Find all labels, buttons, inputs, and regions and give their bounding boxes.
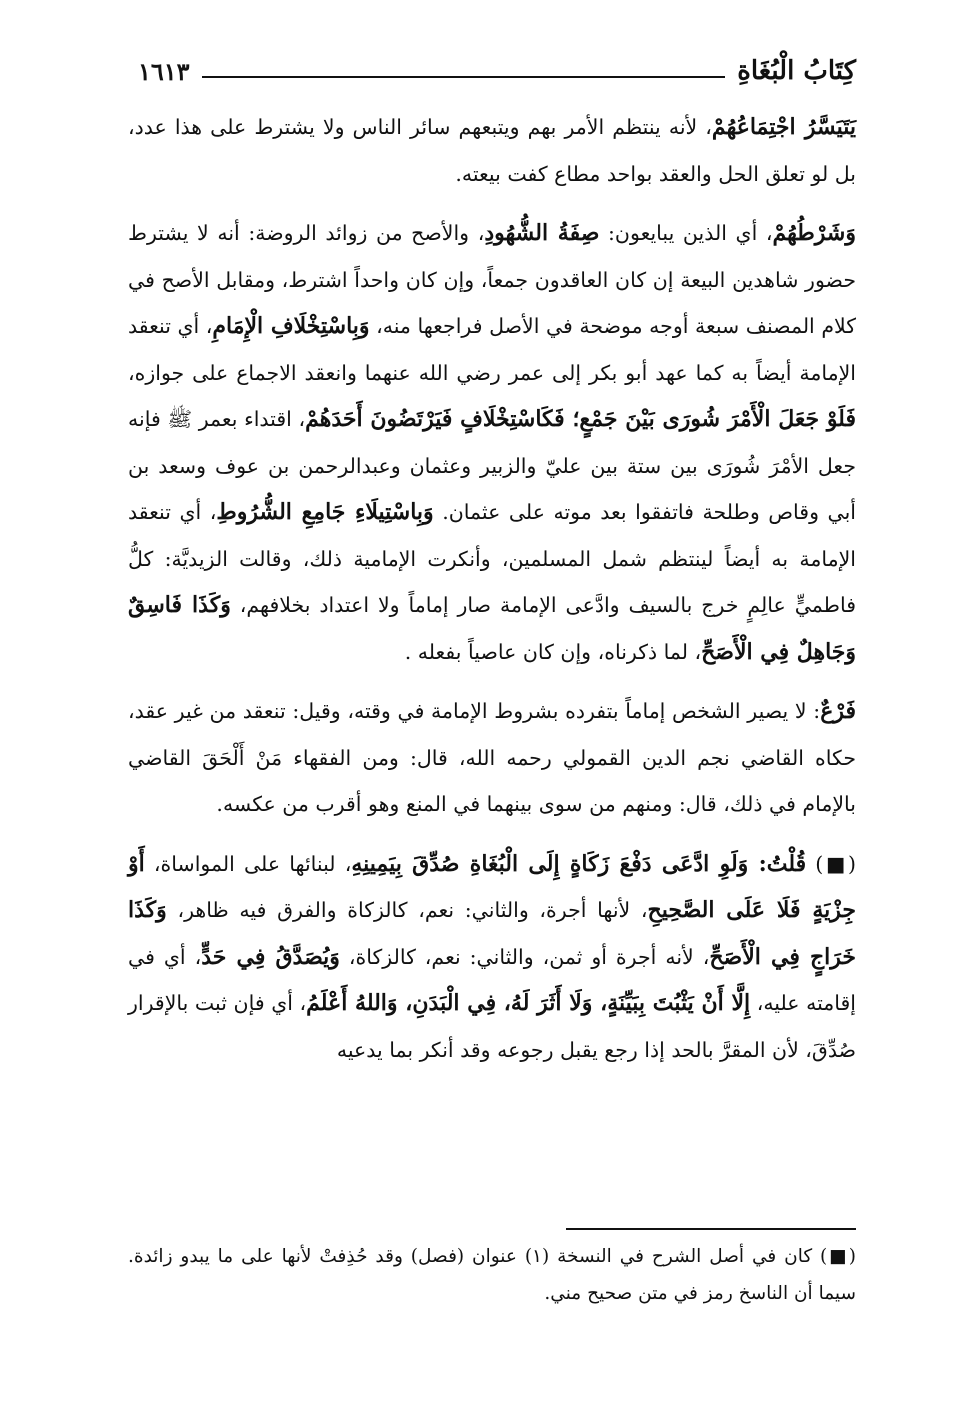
commentary-text: ، أي تنعقد الإمامة به أيضاً لينتظم شمل المسلمين، وأنكرت الإمامية ذلك، وقالت الزيديَّة: كلُّ فاطميٍّ عالِمٍ خرج بالسيف وادَّعى الإمامة صار إماماً ولا اعتداد بخلافهم، [128,500,856,617]
commentary-text: ، لأنه ينتظم الأمر بهم ويتبعهم سائر الناس ولا يشترط على هذا عدد، بل لو تعلق الحل والعقد بواحد مطاع كفت بيعته. [128,115,856,186]
matn-text: وَيُصَدَّقُ فِي حَدٍّ [201,943,340,970]
paragraph [128,841,856,1074]
commentary-text: ، أي في إقامته عليه، [128,944,856,1015]
commentary-text: ، أي تنعقد الإمامة أيضاً به كما عهد أبو بكر إلى عمر رضي الله عنهما وانعقد الاجماع على جوازه، [128,314,856,385]
page-number: ١٦١٣ [138,57,190,86]
commentary-text: ، لأنها أجرة، والثاني: نعم، كالزكاة والفرق فيه ظاهر، [166,898,648,922]
matn-text: أَوْ جِزْيَةٍ فَلَا عَلَى الصَّحِيحِ [128,850,856,923]
commentary-text: ، لما ذكرناه، وإن كان عاصياً بفعله . [404,639,702,664]
matn-text: قُلْتُ: وَلَوِ ادَّعَى دَفْعَ زَكَاةٍ إِلَى الْبُغَاةِ صُدِّقَ بِيَمِينِهِ [351,850,807,877]
matn-text: وَبِاسْتِخْلَافِ الْإِمَامِ [212,313,370,339]
matn-text: وَشَرْطُهُمْ [772,220,856,246]
book-title: كِتَابُ الْبُغَاةِ [737,56,856,86]
main-text [128,104,856,1086]
footnote-text: (■) كان في أصل الشرح في النسخة (١) عنوان (فصل) وقد حُذِفتْ لأنها على ما يبدو زائدة. سيما أن الناسخ رمز في متن صحيح مني. [128,1246,856,1304]
commentary-text: ، أي فإن ثبت بالإقرار صُدِّقَ، لأن المقرَّ بالحد إذا رجع يقبل رجوعه وقد أنكر بما يدعيه [128,991,856,1062]
commentary-text: : لا يصير الشخص إماماً بتفرده بشروط الإمامة في وقته، وقيل: تنعقد من غير عقد، حكاه القاضي نجم الدين القمولي رحمه الله، قال: ومن الفقهاء مَنْ أَلْحَقَ القاضي بالإمام في ذلك، قال: ومنهم من سوى بينهما في المنع وهو أقرب من عكسه. [128,699,856,816]
matn-text: وَكَذَا خَرَاجٍ فِي الْأَصَحِّ [128,897,857,970]
commentary-text: ، لبنائها على المواساة، [144,851,352,876]
commentary-text: ، اقتداء بعمر ﷺ فإنه جعل الأمْرَ شُورَى بين ستة بين عليّ والزبير وعثمان وعبدالرحمن بن عوف وسعد بن أبي وقاص وطلحة فاتفقوا بعد موته على عثمان. [128,407,856,524]
commentary-text: ، أي الذين يبايعون: [599,221,773,245]
header-rule [202,76,726,78]
matn-text: وَبِاسْتِيلَاءِ جَامِعِ الشُّرُوطِ [216,499,434,525]
commentary-text: ، والأصح من زوائد الروضة: أنه لا يشترط حضور شاهدين البيعة إن كان العاقدون جمعاً، وإن كان واحداً اشترط، ومقابل الأصح في كلام المصنف سبعة أوجه موضحة في الأصل فراجعها منه، [128,221,856,338]
matn-text: إِلَّا أَنْ يَثْبُتَ بِبَيِّنَةٍ، وَلَا أَثَرَ لَهُ، فِي الْبَدَنِ، وَاللهُ أَعْلَمُ [306,990,751,1016]
matn-text: يَتَيَسَّرُ اجْتِمَاعُهُمْ [711,114,856,140]
matn-text: صِفَةُ الشُّهُودِ [484,220,600,246]
paragraph [128,104,856,197]
footnote-rule [566,1228,856,1230]
matn-text: وَكَذَا فَاسِقٌ وَجَاهِلٌ فِي الْأَصَحِّ [128,592,856,665]
running-header [138,44,856,84]
commentary-text: (■) [806,851,856,876]
matn-text: فَرْعٌ [820,698,856,724]
paragraph [128,210,856,675]
commentary-text: ، لأنه أجرة أو ثمن، والثاني: نعم، كالزكاة، [339,944,710,969]
paragraph [128,688,856,828]
footnotes [128,1228,856,1312]
matn-text: فَلَوْ جَعَلَ الْأَمْرَ شُورَى بَيْنَ جَمْعٍ؛ فَكَاسْتِخْلَافٍ فَيَرْتَضُونَ أَحَدَهُمْ [305,406,856,432]
